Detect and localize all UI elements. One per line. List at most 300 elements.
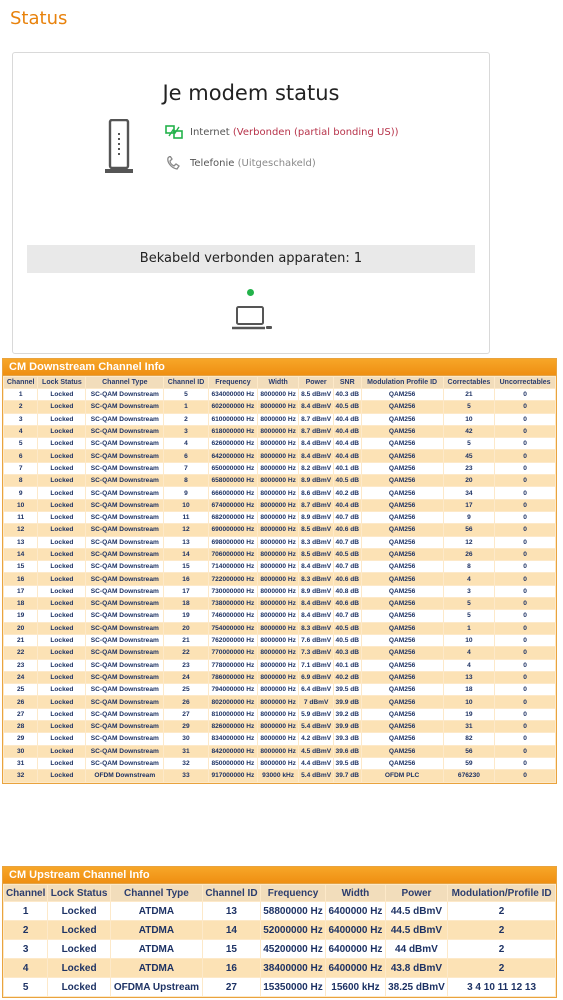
downstream-table-row bbox=[4, 684, 555, 695]
downstream-table-cell: QAM256 bbox=[362, 684, 443, 695]
downstream-table-cell: SC-QAM Downstream bbox=[86, 512, 163, 523]
downstream-table-cell: 8000000 Hz bbox=[258, 733, 298, 744]
downstream-table-cell: Locked bbox=[38, 561, 85, 572]
downstream-table-cell: 8.3 dBmV bbox=[299, 573, 333, 584]
downstream-table-cell: 8 bbox=[444, 561, 495, 572]
downstream-table-cell: 16 bbox=[164, 573, 207, 584]
downstream-table-cell: QAM256 bbox=[362, 598, 443, 609]
downstream-table-cell: 8000000 Hz bbox=[258, 635, 298, 646]
downstream-table-row bbox=[4, 487, 555, 498]
downstream-table-cell: 8000000 Hz bbox=[258, 746, 298, 757]
downstream-table-cell: 0 bbox=[495, 770, 555, 781]
downstream-table-cell: 40.4 dB bbox=[334, 414, 360, 425]
downstream-table-cell: 8.2 dBmV bbox=[299, 463, 333, 474]
downstream-table-cell: 0 bbox=[495, 672, 555, 683]
downstream-table-row bbox=[4, 401, 555, 412]
downstream-table-cell: 8.5 dBmV bbox=[299, 524, 333, 535]
downstream-table-cell: 0 bbox=[495, 512, 555, 523]
downstream-table-cell: 5 bbox=[444, 610, 495, 621]
downstream-table-cell: 93000 kHz bbox=[258, 770, 298, 781]
downstream-table-cell: SC-QAM Downstream bbox=[86, 463, 163, 474]
downstream-table-cell: 610000000 Hz bbox=[209, 414, 257, 425]
downstream-table-cell: 4 bbox=[4, 426, 37, 437]
downstream-table-cell: Locked bbox=[38, 733, 85, 744]
downstream-table-cell: 0 bbox=[495, 389, 555, 400]
downstream-table-cell: Locked bbox=[38, 598, 85, 609]
downstream-table-cell: 674000000 Hz bbox=[209, 500, 257, 511]
downstream-table-cell: 1 bbox=[164, 401, 207, 412]
downstream-table-cell: 842000000 Hz bbox=[209, 746, 257, 757]
downstream-table-cell: 8000000 Hz bbox=[258, 487, 298, 498]
downstream-table-cell: 714000000 Hz bbox=[209, 561, 257, 572]
upstream-table-cell: 15 bbox=[203, 940, 260, 958]
downstream-table-cell: QAM256 bbox=[362, 610, 443, 621]
downstream-table-cell: 17 bbox=[164, 586, 207, 597]
downstream-table-cell: 19 bbox=[4, 610, 37, 621]
downstream-table-cell: 40.5 dB bbox=[334, 623, 360, 634]
downstream-table-cell: 0 bbox=[495, 635, 555, 646]
downstream-table-cell: 8.7 dBmV bbox=[299, 426, 333, 437]
downstream-table-cell: 13 bbox=[444, 672, 495, 683]
downstream-table-cell: 0 bbox=[495, 524, 555, 535]
upstream-table-cell: 44 dBmV bbox=[386, 940, 447, 958]
downstream-table-cell: 8.5 dBmV bbox=[299, 389, 333, 400]
downstream-table-cell: Locked bbox=[38, 537, 85, 548]
downstream-table-cell: 26 bbox=[164, 696, 207, 707]
upstream-table bbox=[3, 884, 556, 997]
upstream-table-cell: 44.5 dBmV bbox=[386, 921, 447, 939]
downstream-table-cell: 3 bbox=[164, 426, 207, 437]
downstream-table-cell: QAM256 bbox=[362, 549, 443, 560]
downstream-table-cell: 17 bbox=[444, 500, 495, 511]
downstream-table-cell: 8.4 dBmV bbox=[299, 438, 333, 449]
downstream-table-cell: SC-QAM Downstream bbox=[86, 500, 163, 511]
downstream-table-cell: 10 bbox=[444, 635, 495, 646]
downstream-table-cell: 18 bbox=[164, 598, 207, 609]
downstream-table-cell: 31 bbox=[4, 758, 37, 769]
downstream-table-row bbox=[4, 696, 555, 707]
downstream-column-header: Frequency bbox=[209, 377, 257, 388]
downstream-table-row bbox=[4, 746, 555, 757]
downstream-table-cell: QAM256 bbox=[362, 573, 443, 584]
upstream-table-cell: Locked bbox=[48, 978, 109, 996]
downstream-table-cell: 39.5 dB bbox=[334, 684, 360, 695]
downstream-table-cell: 12 bbox=[444, 537, 495, 548]
downstream-table-cell: 18 bbox=[444, 684, 495, 695]
downstream-table-cell: SC-QAM Downstream bbox=[86, 598, 163, 609]
upstream-table-cell: 6400000 Hz bbox=[326, 940, 385, 958]
upstream-column-header: Frequency bbox=[261, 885, 325, 901]
downstream-table-cell: QAM256 bbox=[362, 623, 443, 634]
downstream-table-cell: Locked bbox=[38, 414, 85, 425]
downstream-table-cell: QAM256 bbox=[362, 500, 443, 511]
downstream-table-cell: 0 bbox=[495, 721, 555, 732]
downstream-table-cell: Locked bbox=[38, 709, 85, 720]
upstream-table-cell: 13 bbox=[203, 902, 260, 920]
downstream-table-cell: QAM256 bbox=[362, 438, 443, 449]
downstream-table-cell: 22 bbox=[164, 647, 207, 658]
downstream-table-cell: SC-QAM Downstream bbox=[86, 414, 163, 425]
downstream-table-cell: Locked bbox=[38, 573, 85, 584]
upstream-table-cell: 52000000 Hz bbox=[261, 921, 325, 939]
downstream-table-row bbox=[4, 733, 555, 744]
downstream-table-cell: Locked bbox=[38, 672, 85, 683]
downstream-table-cell: 8.4 dBmV bbox=[299, 598, 333, 609]
downstream-table-cell: Locked bbox=[38, 549, 85, 560]
upstream-table-cell: Locked bbox=[48, 940, 109, 958]
downstream-table-cell: 39.2 dB bbox=[334, 709, 360, 720]
downstream-table-row bbox=[4, 721, 555, 732]
upstream-table-cell: ATDMA bbox=[111, 959, 202, 977]
downstream-table-cell: 5.4 dBmV bbox=[299, 721, 333, 732]
downstream-table-cell: 22 bbox=[4, 647, 37, 658]
page-title: Status bbox=[10, 8, 68, 29]
downstream-table-cell: 8000000 Hz bbox=[258, 696, 298, 707]
downstream-table-cell: 8.4 dBmV bbox=[299, 450, 333, 461]
downstream-table-cell: 8.4 dBmV bbox=[299, 561, 333, 572]
downstream-table-cell: 0 bbox=[495, 758, 555, 769]
downstream-table-cell: 3 bbox=[444, 586, 495, 597]
downstream-table-cell: 5 bbox=[444, 438, 495, 449]
downstream-table-cell: 40.5 dB bbox=[334, 635, 360, 646]
upstream-column-header: Channel ID bbox=[203, 885, 260, 901]
downstream-table-cell: 40.7 dB bbox=[334, 561, 360, 572]
downstream-table-row bbox=[4, 672, 555, 683]
downstream-table-cell: QAM256 bbox=[362, 537, 443, 548]
telefonie-label: Telefonie bbox=[190, 158, 235, 169]
downstream-table-cell: 16 bbox=[4, 573, 37, 584]
downstream-column-header: Power bbox=[299, 377, 333, 388]
upstream-table-cell: 2 bbox=[448, 940, 555, 958]
downstream-table-cell: QAM256 bbox=[362, 414, 443, 425]
downstream-table-cell: 24 bbox=[4, 672, 37, 683]
downstream-table-cell: 8.5 dBmV bbox=[299, 549, 333, 560]
downstream-table-cell: 18 bbox=[4, 598, 37, 609]
downstream-table-cell: 8000000 Hz bbox=[258, 573, 298, 584]
downstream-table-cell: SC-QAM Downstream bbox=[86, 696, 163, 707]
downstream-table-cell: SC-QAM Downstream bbox=[86, 426, 163, 437]
downstream-table-cell: SC-QAM Downstream bbox=[86, 573, 163, 584]
downstream-table-cell: 82 bbox=[444, 733, 495, 744]
downstream-table-cell: 20 bbox=[164, 623, 207, 634]
downstream-table-cell: 917000000 Hz bbox=[209, 770, 257, 781]
downstream-table-cell: 15 bbox=[164, 561, 207, 572]
downstream-table-cell: 7 dBmV bbox=[299, 696, 333, 707]
downstream-table-cell: 8000000 Hz bbox=[258, 389, 298, 400]
downstream-table-cell: 826000000 Hz bbox=[209, 721, 257, 732]
downstream-table-cell: 19 bbox=[164, 610, 207, 621]
downstream-table-cell: 39.5 dB bbox=[334, 758, 360, 769]
downstream-table-cell: 8000000 Hz bbox=[258, 623, 298, 634]
downstream-table-cell: Locked bbox=[38, 746, 85, 757]
downstream-table-cell: SC-QAM Downstream bbox=[86, 549, 163, 560]
downstream-table-cell: 0 bbox=[495, 438, 555, 449]
downstream-table-row bbox=[4, 438, 555, 449]
upstream-table-cell: OFDMA Upstream bbox=[111, 978, 202, 996]
downstream-table-cell: 8000000 Hz bbox=[258, 537, 298, 548]
downstream-table-cell: 27 bbox=[4, 709, 37, 720]
downstream-table-row bbox=[4, 709, 555, 720]
downstream-table-cell: 30 bbox=[4, 746, 37, 757]
downstream-table-row bbox=[4, 549, 555, 560]
downstream-table-cell: SC-QAM Downstream bbox=[86, 721, 163, 732]
downstream-table-cell: 8000000 Hz bbox=[258, 561, 298, 572]
downstream-table-cell: 0 bbox=[495, 709, 555, 720]
downstream-table-cell: QAM256 bbox=[362, 450, 443, 461]
downstream-table-cell: 8000000 Hz bbox=[258, 721, 298, 732]
upstream-table-cell: 3 4 10 11 12 13 bbox=[448, 978, 555, 996]
downstream-table-cell: 1 bbox=[4, 389, 37, 400]
downstream-table-cell: QAM256 bbox=[362, 647, 443, 658]
upstream-table-cell: 38.25 dBmV bbox=[386, 978, 447, 996]
downstream-table-cell: 40.7 dB bbox=[334, 610, 360, 621]
downstream-table-cell: 31 bbox=[444, 721, 495, 732]
downstream-table-cell: 39.9 dB bbox=[334, 721, 360, 732]
upstream-column-header: Lock Status bbox=[48, 885, 109, 901]
downstream-table-cell: QAM256 bbox=[362, 721, 443, 732]
downstream-table-cell: 802000000 Hz bbox=[209, 696, 257, 707]
downstream-table-cell: SC-QAM Downstream bbox=[86, 623, 163, 634]
downstream-table-cell: Locked bbox=[38, 684, 85, 695]
downstream-table-cell: 810000000 Hz bbox=[209, 709, 257, 720]
upstream-table-cell: 15350000 Hz bbox=[261, 978, 325, 996]
downstream-table-cell: 25 bbox=[4, 684, 37, 695]
downstream-table-cell: Locked bbox=[38, 475, 85, 486]
downstream-table-cell: 10 bbox=[164, 500, 207, 511]
downstream-table-cell: QAM256 bbox=[362, 401, 443, 412]
downstream-table-cell: 31 bbox=[164, 746, 207, 757]
downstream-table-row bbox=[4, 758, 555, 769]
downstream-table-cell: 0 bbox=[495, 475, 555, 486]
downstream-table-cell: 40.2 dB bbox=[334, 487, 360, 498]
downstream-table-cell: 59 bbox=[444, 758, 495, 769]
downstream-table-row bbox=[4, 500, 555, 511]
downstream-table-cell: 0 bbox=[495, 426, 555, 437]
downstream-table-row bbox=[4, 450, 555, 461]
downstream-table-cell: 8000000 Hz bbox=[258, 450, 298, 461]
downstream-table-cell: 8000000 Hz bbox=[258, 758, 298, 769]
downstream-table-cell: 0 bbox=[495, 537, 555, 548]
downstream-table-row bbox=[4, 561, 555, 572]
downstream-table-cell: 658000000 Hz bbox=[209, 475, 257, 486]
downstream-table-cell: 13 bbox=[4, 537, 37, 548]
upstream-table-cell: 14 bbox=[203, 921, 260, 939]
upstream-table-cell: 2 bbox=[448, 902, 555, 920]
downstream-table-row bbox=[4, 660, 555, 671]
internet-connection-status[interactable]: (Verbonden (partial bonding US)) bbox=[232, 127, 399, 138]
downstream-table-cell: 0 bbox=[495, 500, 555, 511]
downstream-table-cell: 40.8 dB bbox=[334, 586, 360, 597]
downstream-table-cell: 19 bbox=[444, 709, 495, 720]
downstream-table-cell: 8000000 Hz bbox=[258, 610, 298, 621]
downstream-table-cell: 618000000 Hz bbox=[209, 426, 257, 437]
downstream-table-cell: 8.4 dBmV bbox=[299, 610, 333, 621]
downstream-table-cell: 40.4 dB bbox=[334, 426, 360, 437]
downstream-table-row bbox=[4, 475, 555, 486]
downstream-table-cell: QAM256 bbox=[362, 524, 443, 535]
downstream-table-cell: SC-QAM Downstream bbox=[86, 438, 163, 449]
downstream-table-cell: Locked bbox=[38, 770, 85, 781]
upstream-column-header: Width bbox=[326, 885, 385, 901]
downstream-table-cell: 0 bbox=[495, 647, 555, 658]
downstream-table-cell: Locked bbox=[38, 500, 85, 511]
downstream-table-row bbox=[4, 512, 555, 523]
downstream-table-cell: 6 bbox=[164, 450, 207, 461]
upstream-table-row bbox=[4, 978, 555, 996]
downstream-table-cell: 7.1 dBmV bbox=[299, 660, 333, 671]
downstream-table-cell: 10 bbox=[444, 696, 495, 707]
upstream-table-cell: 44.5 dBmV bbox=[386, 902, 447, 920]
downstream-table-cell: 8000000 Hz bbox=[258, 426, 298, 437]
downstream-table-cell: 40.3 dB bbox=[334, 389, 360, 400]
downstream-table-cell: Locked bbox=[38, 758, 85, 769]
downstream-table-cell: 26 bbox=[444, 549, 495, 560]
downstream-table-row bbox=[4, 426, 555, 437]
modem-status-title: Je modem status bbox=[162, 81, 340, 105]
downstream-table-cell: 8000000 Hz bbox=[258, 512, 298, 523]
downstream-table-cell: 7 bbox=[164, 463, 207, 474]
downstream-table-cell: SC-QAM Downstream bbox=[86, 709, 163, 720]
modem-status-card bbox=[12, 52, 490, 354]
downstream-table-cell: QAM256 bbox=[362, 709, 443, 720]
downstream-table-cell: 4 bbox=[444, 660, 495, 671]
downstream-table-cell: 4.5 dBmV bbox=[299, 746, 333, 757]
downstream-table-cell: Locked bbox=[38, 647, 85, 658]
downstream-column-header: Modulation Profile ID bbox=[362, 377, 443, 388]
downstream-table-cell: SC-QAM Downstream bbox=[86, 537, 163, 548]
downstream-table-cell: 8000000 Hz bbox=[258, 549, 298, 560]
upstream-table-cell: 3 bbox=[4, 940, 47, 958]
downstream-table-cell: 706000000 Hz bbox=[209, 549, 257, 560]
downstream-table-cell: QAM256 bbox=[362, 696, 443, 707]
downstream-column-header: Channel bbox=[4, 377, 37, 388]
downstream-table-cell: 9 bbox=[4, 487, 37, 498]
downstream-table-cell: 20 bbox=[444, 475, 495, 486]
downstream-table-row bbox=[4, 623, 555, 634]
downstream-table-cell: SC-QAM Downstream bbox=[86, 475, 163, 486]
downstream-table-cell: SC-QAM Downstream bbox=[86, 401, 163, 412]
downstream-table-cell: 40.7 dB bbox=[334, 512, 360, 523]
downstream-table-cell: 6 bbox=[4, 450, 37, 461]
upstream-table-row bbox=[4, 959, 555, 977]
downstream-table-cell: OFDM PLC bbox=[362, 770, 443, 781]
downstream-table-cell: 40.5 dB bbox=[334, 475, 360, 486]
downstream-table-cell: 834000000 Hz bbox=[209, 733, 257, 744]
downstream-table-cell: 39.3 dB bbox=[334, 733, 360, 744]
upstream-table-cell: ATDMA bbox=[111, 902, 202, 920]
downstream-table-cell: Locked bbox=[38, 623, 85, 634]
upstream-table-cell: Locked bbox=[48, 921, 109, 939]
downstream-table-cell: QAM256 bbox=[362, 660, 443, 671]
downstream-table-cell: 10 bbox=[4, 500, 37, 511]
downstream-table-cell: 626000000 Hz bbox=[209, 438, 257, 449]
downstream-table-cell: Locked bbox=[38, 463, 85, 474]
upstream-panel bbox=[2, 866, 557, 998]
downstream-table-cell: 5 bbox=[444, 401, 495, 412]
downstream-table-cell: 8.6 dBmV bbox=[299, 487, 333, 498]
upstream-table-cell: 6400000 Hz bbox=[326, 959, 385, 977]
downstream-table-cell: 8.9 dBmV bbox=[299, 512, 333, 523]
downstream-column-header: Width bbox=[258, 377, 298, 388]
downstream-table-cell: 39.9 dB bbox=[334, 696, 360, 707]
downstream-table-cell: 6.4 dBmV bbox=[299, 684, 333, 695]
downstream-table-cell: 0 bbox=[495, 586, 555, 597]
downstream-table-cell: 32 bbox=[164, 758, 207, 769]
downstream-table-cell: 5 bbox=[444, 598, 495, 609]
downstream-table-cell: 40.2 dB bbox=[334, 672, 360, 683]
downstream-table-row bbox=[4, 573, 555, 584]
downstream-table-cell: 8000000 Hz bbox=[258, 672, 298, 683]
downstream-table-cell: 5 bbox=[4, 438, 37, 449]
downstream-table-cell: 0 bbox=[495, 463, 555, 474]
downstream-table-cell: 0 bbox=[495, 746, 555, 757]
downstream-table-row bbox=[4, 635, 555, 646]
downstream-table-cell: 0 bbox=[495, 696, 555, 707]
upstream-column-header: Modulation/Profile ID bbox=[448, 885, 555, 901]
downstream-table-cell: 794000000 Hz bbox=[209, 684, 257, 695]
downstream-table-cell: 0 bbox=[495, 487, 555, 498]
upstream-column-header: Channel Type bbox=[111, 885, 202, 901]
downstream-table-cell: SC-QAM Downstream bbox=[86, 758, 163, 769]
downstream-table-cell: QAM256 bbox=[362, 487, 443, 498]
downstream-table-cell: 5.4 dBmV bbox=[299, 770, 333, 781]
downstream-table-cell: 13 bbox=[164, 537, 207, 548]
downstream-table-cell: 12 bbox=[4, 524, 37, 535]
downstream-table-cell: 4 bbox=[444, 647, 495, 658]
laptop-icon[interactable] bbox=[231, 305, 273, 331]
downstream-table-cell: 8.7 dBmV bbox=[299, 500, 333, 511]
telefonie-status bbox=[165, 156, 316, 170]
downstream-table-cell: 39.7 dB bbox=[334, 770, 360, 781]
downstream-table-cell: Locked bbox=[38, 586, 85, 597]
downstream-table-cell: Locked bbox=[38, 635, 85, 646]
downstream-table-row bbox=[4, 598, 555, 609]
downstream-table-cell: 8000000 Hz bbox=[258, 414, 298, 425]
phone-icon bbox=[165, 156, 183, 170]
downstream-table-cell: SC-QAM Downstream bbox=[86, 660, 163, 671]
downstream-table-cell: QAM256 bbox=[362, 635, 443, 646]
downstream-table-cell: 666000000 Hz bbox=[209, 487, 257, 498]
downstream-table-cell: 40.6 dB bbox=[334, 524, 360, 535]
downstream-table-cell: QAM256 bbox=[362, 672, 443, 683]
downstream-table-cell: 8.4 dBmV bbox=[299, 401, 333, 412]
downstream-table-cell: 40.6 dB bbox=[334, 573, 360, 584]
downstream-table-cell: Locked bbox=[38, 721, 85, 732]
downstream-table-cell: 682000000 Hz bbox=[209, 512, 257, 523]
downstream-column-header: Channel ID bbox=[164, 377, 207, 388]
downstream-table-cell: 8000000 Hz bbox=[258, 500, 298, 511]
downstream-table-cell: 21 bbox=[444, 389, 495, 400]
downstream-table-cell: SC-QAM Downstream bbox=[86, 524, 163, 535]
downstream-table-cell: 8000000 Hz bbox=[258, 586, 298, 597]
downstream-table-cell: 8 bbox=[4, 475, 37, 486]
internet-label: Internet bbox=[190, 127, 230, 138]
downstream-table-cell: Locked bbox=[38, 426, 85, 437]
telefonie-connection-status: (Uitgeschakeld) bbox=[237, 158, 316, 169]
modem-icon bbox=[105, 119, 135, 175]
downstream-table-cell: 23 bbox=[444, 463, 495, 474]
downstream-table-row bbox=[4, 463, 555, 474]
upstream-column-header: Power bbox=[386, 885, 447, 901]
wired-devices-bar: Bekabeld verbonden apparaten: 1 bbox=[27, 245, 475, 273]
downstream-table-row bbox=[4, 389, 555, 400]
downstream-table-cell: QAM256 bbox=[362, 733, 443, 744]
downstream-table-cell: 602000000 Hz bbox=[209, 401, 257, 412]
downstream-table-cell: 0 bbox=[495, 684, 555, 695]
downstream-table-cell: 9 bbox=[164, 487, 207, 498]
downstream-table-cell: 4 bbox=[444, 573, 495, 584]
downstream-table-cell: 40.5 dB bbox=[334, 549, 360, 560]
